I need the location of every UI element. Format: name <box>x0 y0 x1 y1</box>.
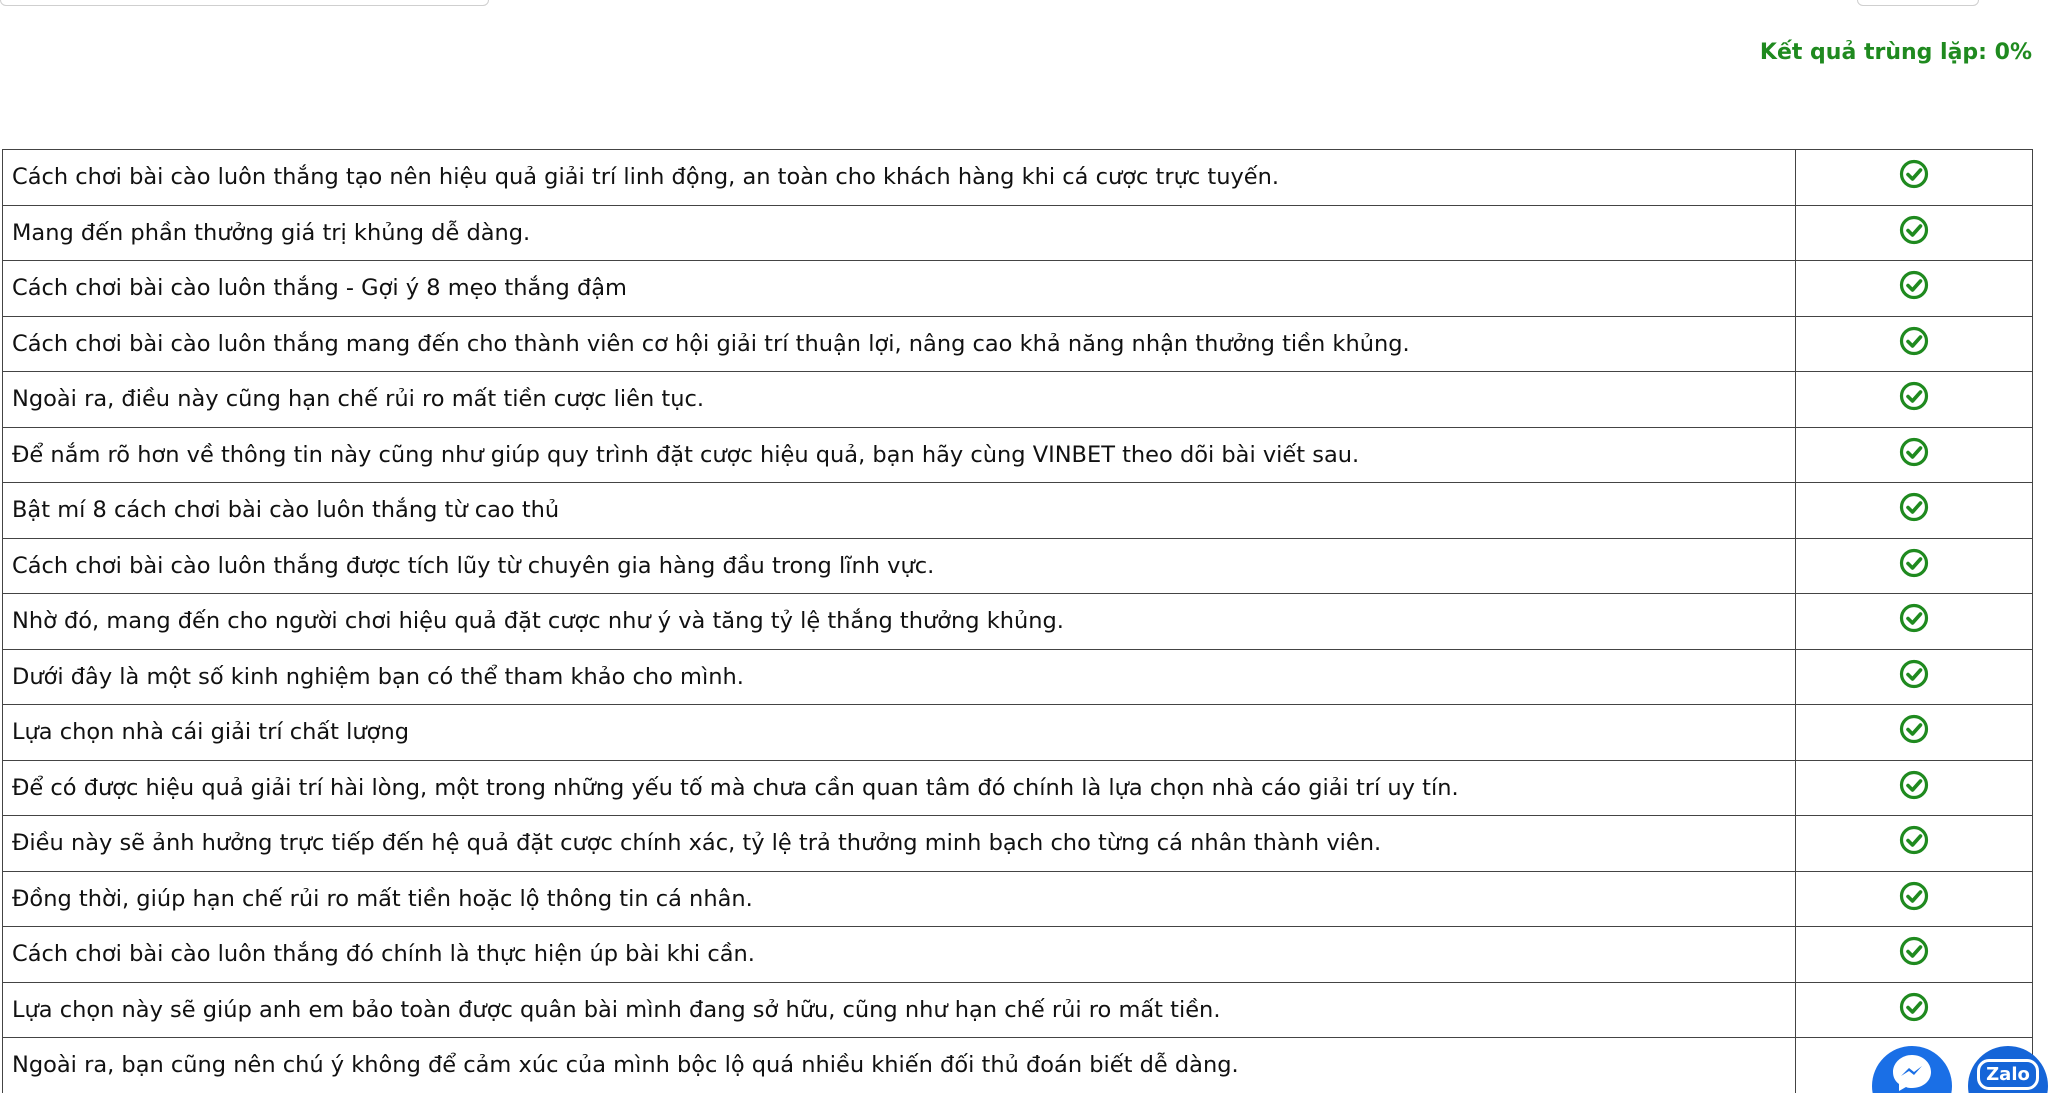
check-circle-icon <box>1899 548 1929 578</box>
status-cell <box>1796 205 2033 261</box>
check-circle-icon <box>1899 270 1929 300</box>
table-row <box>3 427 2033 483</box>
sentence-text: Cách chơi bài cào luôn thắng đó chính là thực hiện úp bài khi cần. <box>3 927 1796 983</box>
zalo-icon: Zalo <box>1977 1059 2039 1090</box>
check-circle-icon <box>1899 881 1929 911</box>
check-circle-icon <box>1899 159 1929 189</box>
table-row <box>3 982 2033 1038</box>
check-circle-icon <box>1899 492 1929 522</box>
table-row <box>3 594 2033 650</box>
table-row <box>3 871 2033 927</box>
sentence-text: Ngoài ra, bạn cũng nên chú ý không để cảm xúc của mình bộc lộ quá nhiều khiến đối thủ đoán biết dễ dàng. <box>3 1038 1796 1093</box>
sentence-text: Cách chơi bài cào luôn thắng - Gợi ý 8 mẹo thắng đậm <box>3 261 1796 317</box>
status-cell <box>1796 594 2033 650</box>
check-circle-icon <box>1899 825 1929 855</box>
table-row <box>3 760 2033 816</box>
sentence-text: Cách chơi bài cào luôn thắng mang đến cho thành viên cơ hội giải trí thuận lợi, nâng cao khả năng nhận thưởng tiền khủng. <box>3 316 1796 372</box>
check-circle-icon <box>1899 381 1929 411</box>
sentence-text: Bật mí 8 cách chơi bài cào luôn thắng từ cao thủ <box>3 483 1796 539</box>
table-row <box>3 705 2033 761</box>
table-row <box>3 205 2033 261</box>
table-row <box>3 261 2033 317</box>
status-cell <box>1796 427 2033 483</box>
table-row <box>3 927 2033 983</box>
sentence-text: Lựa chọn nhà cái giải trí chất lượng <box>3 705 1796 761</box>
table-row <box>3 538 2033 594</box>
status-cell <box>1796 372 2033 428</box>
status-cell <box>1796 871 2033 927</box>
check-circle-icon <box>1899 437 1929 467</box>
table-row <box>3 372 2033 428</box>
sentence-text: Dưới đây là một số kinh nghiệm bạn có thể tham khảo cho mình. <box>3 649 1796 705</box>
status-cell <box>1796 483 2033 539</box>
status-cell <box>1796 316 2033 372</box>
sentence-text: Đồng thời, giúp hạn chế rủi ro mất tiền hoặc lộ thông tin cá nhân. <box>3 871 1796 927</box>
table-row <box>3 483 2033 539</box>
check-circle-icon <box>1899 603 1929 633</box>
sentence-text: Để nắm rõ hơn về thông tin này cũng như giúp quy trình đặt cược hiệu quả, bạn hãy cùng VINBET theo dõi bài viết sau. <box>3 427 1796 483</box>
check-circle-icon <box>1899 936 1929 966</box>
sentence-text: Để có được hiệu quả giải trí hài lòng, một trong những yếu tố mà chưa cần quan tâm đó chính là lựa chọn nhà cáo giải trí uy tín. <box>3 760 1796 816</box>
table-row <box>3 1038 2033 1093</box>
status-cell <box>1796 816 2033 872</box>
sentence-text: Nhờ đó, mang đến cho người chơi hiệu quả đặt cược như ý và tăng tỷ lệ thắng thưởng khủng. <box>3 594 1796 650</box>
sentence-text: Mang đến phần thưởng giá trị khủng dễ dàng. <box>3 205 1796 261</box>
check-circle-icon <box>1899 992 1929 1022</box>
check-circle-icon <box>1899 326 1929 356</box>
text-input-edge[interactable] <box>0 0 489 6</box>
status-cell <box>1796 982 2033 1038</box>
status-cell <box>1796 705 2033 761</box>
sentence-results-table <box>2 149 2033 1093</box>
sentence-text: Cách chơi bài cào luôn thắng được tích lũy từ chuyên gia hàng đầu trong lĩnh vực. <box>3 538 1796 594</box>
sentence-text: Cách chơi bài cào luôn thắng tạo nên hiệu quả giải trí linh động, an toàn cho khách hàng khi cá cược trực tuyến. <box>3 150 1796 206</box>
table-row <box>3 816 2033 872</box>
table-row <box>3 649 2033 705</box>
messenger-icon <box>1890 1051 1934 1093</box>
status-cell <box>1796 150 2033 206</box>
check-button-edge[interactable] <box>1857 0 1979 6</box>
table-row <box>3 316 2033 372</box>
status-cell <box>1796 261 2033 317</box>
check-circle-icon <box>1899 714 1929 744</box>
duplicate-result-label: Kết quả trùng lặp: 0% <box>1759 40 2032 65</box>
sentence-text: Điều này sẽ ảnh hưởng trực tiếp đến hệ quả đặt cược chính xác, tỷ lệ trả thưởng minh bạch cho từng cá nhân thành viên. <box>3 816 1796 872</box>
status-cell <box>1796 760 2033 816</box>
table-row <box>3 150 2033 206</box>
status-cell <box>1796 538 2033 594</box>
sentence-text: Ngoài ra, điều này cũng hạn chế rủi ro mất tiền cược liên tục. <box>3 372 1796 428</box>
check-circle-icon <box>1899 659 1929 689</box>
check-circle-icon <box>1899 215 1929 245</box>
sentence-text: Lựa chọn này sẽ giúp anh em bảo toàn được quân bài mình đang sở hữu, cũng như hạn chế rủi ro mất tiền. <box>3 982 1796 1038</box>
status-cell <box>1796 649 2033 705</box>
status-cell <box>1796 927 2033 983</box>
check-circle-icon <box>1899 770 1929 800</box>
